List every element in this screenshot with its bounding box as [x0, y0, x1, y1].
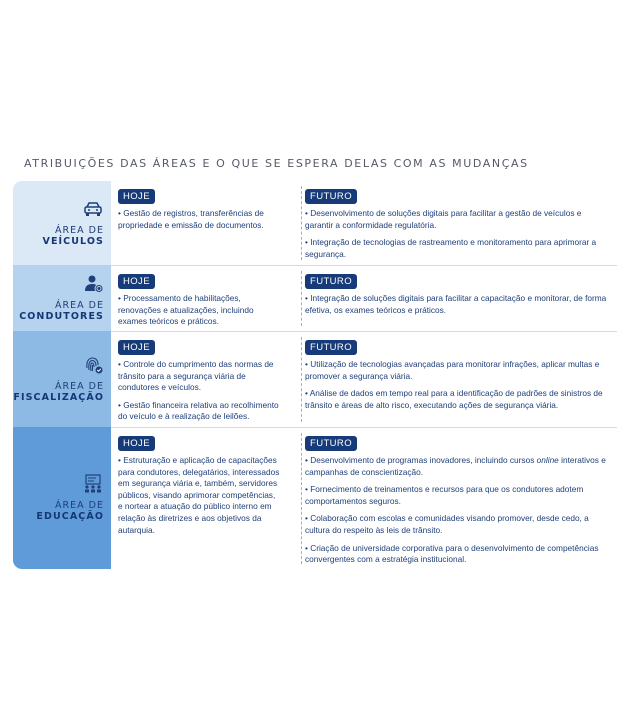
hoje-badge: HOJE — [118, 436, 155, 451]
list-item: • Gestão de registros, transferências de propriedade e emissão de documentos. — [118, 208, 264, 230]
area-label-veiculos — [13, 181, 111, 265]
row-condutores — [13, 265, 617, 331]
list-item: • Desenvolvimento de soluções digitais para facilitar a gestão de veículos e garantir a conformidade regulatória. — [305, 208, 582, 230]
futuro-badge: FUTURO — [305, 436, 357, 451]
car-icon — [82, 199, 104, 219]
futuro-column — [301, 433, 610, 564]
row-educacao — [13, 427, 617, 569]
list-item: • Gestão financeira relativa ao recolhimento do veículo e à realização de leilões. — [118, 399, 279, 422]
list-item — [305, 455, 610, 478]
futuro-badge: FUTURO — [305, 274, 357, 289]
list-item: • Controle do cumprimento das normas de trânsito para a segurança viária de condutores e veículos. — [118, 359, 274, 393]
item-emphasis: online — [536, 455, 559, 465]
futuro-badge: FUTURO — [305, 189, 357, 204]
item-text: interativos e campanhas de conscientização. — [305, 455, 606, 477]
area-name: EDUCAÇÃO — [36, 510, 104, 522]
futuro-badge: FUTURO — [305, 340, 357, 355]
area-name: CONDUTORES — [19, 310, 104, 322]
row-content — [111, 181, 617, 265]
area-prefix: ÁREA DE — [55, 380, 104, 392]
hoje-column — [118, 186, 282, 231]
hoje-column — [118, 271, 282, 328]
driver-icon — [82, 274, 104, 294]
list-item: • Análise de dados em tempo real para a identificação de padrões de sinistros de trânsito e áreas de alto risco, executando ações de segurança viária. — [305, 388, 603, 410]
list-item: • Utilização de tecnologias avançadas para monitorar infrações, aplicar multas e promover a segurança viária. — [305, 359, 600, 381]
area-prefix: ÁREA DE — [55, 224, 104, 236]
hoje-column — [118, 433, 282, 536]
row-content — [111, 331, 617, 427]
list-item: • Fornecimento de treinamentos e recursos para que os condutores adotem comportamentos seguros. — [305, 484, 584, 506]
list-item: • Estruturação e aplicação de capacitações para condutores, delegatários, interessados em segurança viária e, também, servidores públicos, visando aprimorar competências, e nortear a atuação do público interno em relação às diretrizes e aos objetivos da autarquia. — [118, 455, 280, 535]
list-item: • Integração de soluções digitais para facilitar a capacitação e monitorar, de forma efetiva, os exames teóricos e práticos. — [305, 293, 607, 315]
area-label-condutores — [13, 265, 111, 331]
area-prefix: ÁREA DE — [55, 299, 104, 311]
hoje-column — [118, 337, 282, 423]
futuro-column — [301, 271, 610, 326]
page-title: ATRIBUIÇÕES DAS ÁREAS E O QUE SE ESPERA DELAS COM AS MUDANÇAS — [24, 157, 529, 170]
list-item: • Criação de universidade corporativa para o desenvolvimento de competências convergentes com a estratégia institucional. — [305, 542, 599, 565]
row-content — [111, 265, 617, 331]
list-item: • Processamento de habilitações, renovações e atualizações, incluindo exames teóricos e práticos. — [118, 293, 254, 327]
row-fiscalizacao — [13, 331, 617, 427]
hoje-badge: HOJE — [118, 274, 155, 289]
item-text: • Desenvolvimento de programas inovadores, incluindo cursos — [305, 455, 537, 465]
areas-table — [13, 181, 617, 569]
area-name: VEÍCULOS — [42, 235, 104, 247]
fingerprint-icon — [82, 355, 104, 375]
hoje-badge: HOJE — [118, 340, 155, 355]
hoje-badge: HOJE — [118, 189, 155, 204]
education-icon — [82, 474, 104, 494]
area-prefix: ÁREA DE — [55, 499, 104, 511]
area-label-educacao — [13, 427, 111, 569]
area-name: FISCALIZAÇÃO — [13, 391, 104, 403]
futuro-column — [301, 337, 610, 422]
list-item: • Colaboração com escolas e comunidades visando promover, desde cedo, a cultura do respeito às leis de trânsito. — [305, 513, 589, 535]
area-label-fiscalizacao — [13, 331, 111, 427]
row-content — [111, 427, 617, 569]
row-veiculos — [13, 181, 617, 265]
futuro-column — [301, 186, 610, 260]
list-item: • Integração de tecnologias de rastreamento e monitoramento para aprimorar a segurança. — [305, 237, 597, 259]
